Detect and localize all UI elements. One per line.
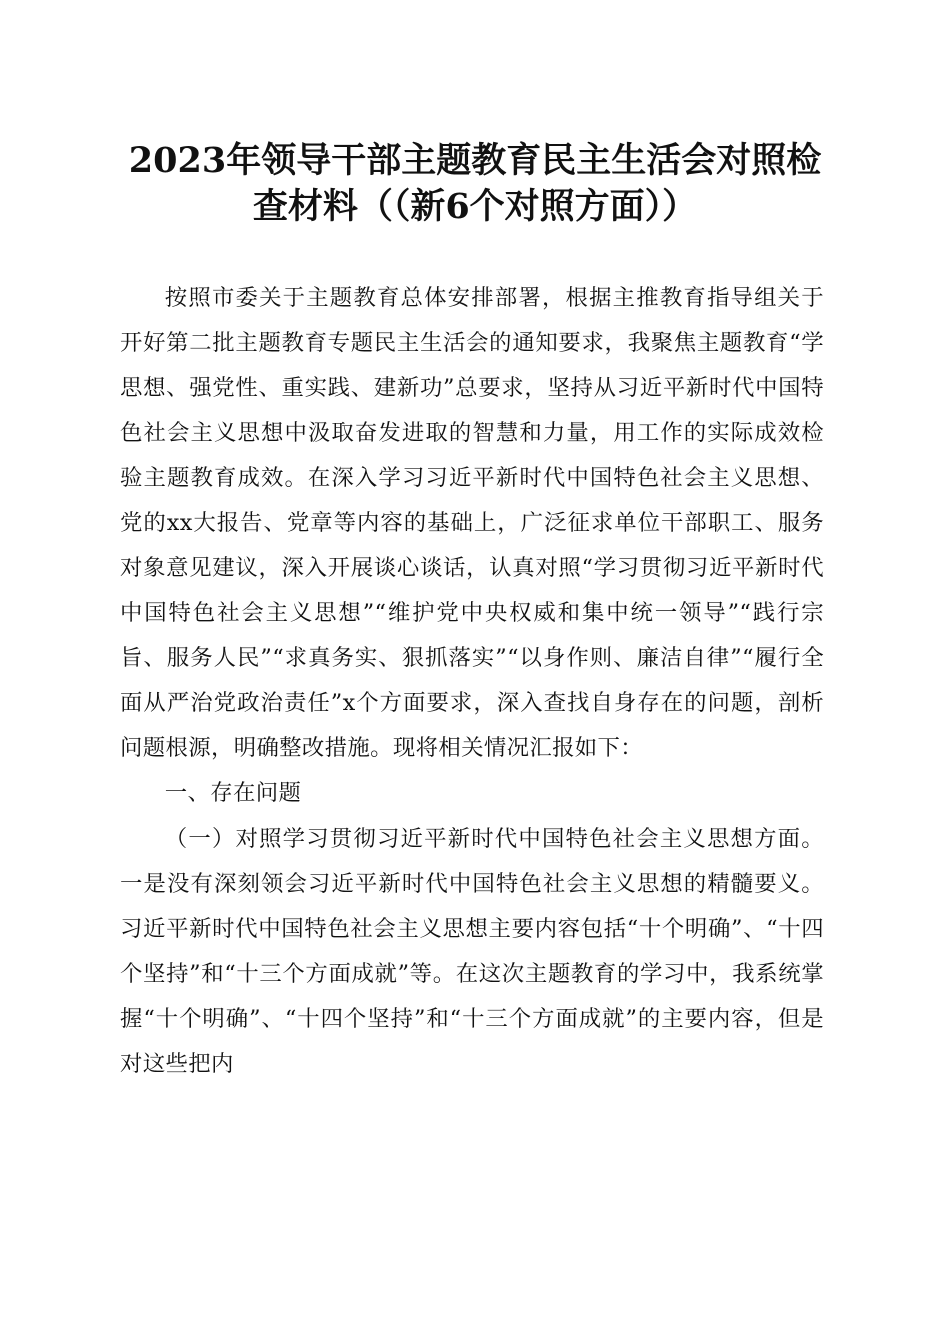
subsection-paragraph-1: （一）对照学习贯彻习近平新时代中国特色社会主义思想方面。一是没有深刻领会习近平新时代中国特色社会主义思想的精髓要义。习近平新时代中国特色社会主义思想主要内容包括“十个明确”、“十四个坚持”和“十三个方面成就”等。在这次主题教育的学习中，我系统掌握“十个明确”、“十四个坚持”和“十三个方面成就”的主要内容，但是对这些把内 (120, 826, 824, 1077)
title-line-2: 查材料（（新6个对照方面）） (252, 186, 698, 227)
intro-paragraph: 按照市委关于主题教育总体安排部署，根据主推教育指导组关于开好第二批主题教育专题民主生活会的通知要求，我聚焦主题教育“学思想、强党性、重实践、建新功”总要求，坚持从习近平新时代中国特色社会主义思想中汲取奋发进取的智慧和力量，用工作的实际成效检验主题教育成效。在深入学习习近平新时代中国特色社会主义思想、党的xx大报告、党章等内容的基础上，广泛征求单位干部职工、服务对象意见建议，深入开展谈心谈话，认真对照“学习贯彻习近平新时代中国特色社会主义思想”“维护党中央权威和集中统一领导”“践行宗旨、服务人民”“求真务实、狠抓落实”“以身作则、廉洁自律”“履行全面从严治党政治责任”x个方面要求，深入查找自身存在的问题，剖析问题根源，明确整改措施。现将相关情况汇报如下： (120, 285, 824, 761)
section-heading-problems: 一、存在问题 (164, 780, 302, 806)
document-title (100, 138, 850, 230)
document-body (120, 276, 824, 1087)
title-line-1: 2023年领导干部主题教育民主生活会对照检 (128, 140, 822, 181)
